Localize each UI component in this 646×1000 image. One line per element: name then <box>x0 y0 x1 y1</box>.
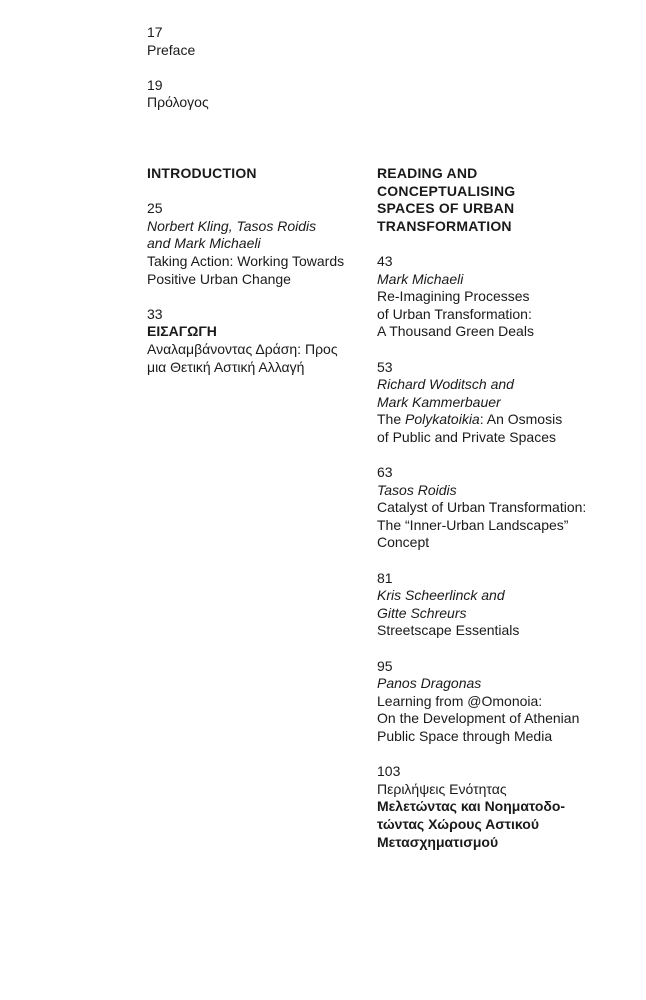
entry-title: of Urban Transformation: <box>377 305 532 322</box>
entry-authors: Tasos Roidis <box>377 481 457 498</box>
title-prefix: The <box>377 411 406 428</box>
toc-entry-prologos <box>147 77 347 112</box>
entry-title: τώντας Χώρους Αστικού <box>377 815 539 832</box>
entry-title: Streetscape Essentials <box>377 622 520 639</box>
entry-label: Περιλήψεις Ενότητας <box>377 780 507 797</box>
toc-entry <box>377 253 639 341</box>
entry-authors: Mark Michaeli <box>377 270 464 287</box>
entry-title: μια Θετική Αστική Αλλαγή <box>147 358 305 375</box>
section-heading <box>377 165 639 235</box>
toc-entry <box>377 570 639 640</box>
page-number: 103 <box>377 763 401 780</box>
toc-entry <box>377 359 639 447</box>
page-number: 43 <box>377 252 393 269</box>
entry-title: Μελετώντας και Νοηματοδο- <box>377 798 566 815</box>
entry-title: Concept <box>377 534 430 551</box>
entry-authors: Gitte Schreurs <box>377 604 467 621</box>
entry-authors: Mark Kammerbauer <box>377 393 501 410</box>
entry-title <box>377 411 639 429</box>
page-number: 19 <box>147 76 163 93</box>
toc-entry <box>377 464 639 552</box>
entry-title: Learning from @Omonoia: <box>377 692 543 709</box>
reading-section <box>377 165 639 851</box>
front-matter <box>147 24 347 112</box>
section-heading-line: SPACES OF URBAN <box>377 200 515 217</box>
section-heading-line: READING AND <box>377 165 478 181</box>
toc-entry-preface <box>147 24 347 59</box>
introduction-section <box>147 165 362 376</box>
entry-authors: Kris Scheerlinck and <box>377 587 505 604</box>
entry-authors: and Mark Michaeli <box>147 235 261 252</box>
entry-title: A Thousand Green Deals <box>377 323 534 340</box>
entry-title: Re-Imagining Processes <box>377 288 530 305</box>
toc-entry <box>147 200 362 288</box>
page-number: 17 <box>147 24 163 40</box>
entry-title: Μετασχηματισμού <box>377 833 499 850</box>
entry-title: Αναλαμβάνοντας Δράση: Προς <box>147 340 338 357</box>
entry-title: of Public and Private Spaces <box>377 428 556 445</box>
page-number: 95 <box>377 657 393 674</box>
page-number: 33 <box>147 305 163 322</box>
entry-title: Preface <box>147 41 196 58</box>
entry-title: Πρόλογος <box>147 94 209 111</box>
section-heading-line: CONCEPTUALISING <box>377 182 516 199</box>
section-heading: INTRODUCTION <box>147 165 257 181</box>
page-number: 25 <box>147 200 163 217</box>
page-number: 81 <box>377 569 393 586</box>
entry-title: Public Space through Media <box>377 728 553 744</box>
entry-title: On the Development of Athenian <box>377 710 580 727</box>
greek-section-heading: ΕΙΣΑΓΩΓΗ <box>147 323 217 340</box>
entry-authors: Norbert Kling, Tasos Roidis <box>147 217 317 234</box>
entry-title: The “Inner-Urban Landscapes” <box>377 516 569 533</box>
entry-title: Positive Urban Change <box>147 270 291 287</box>
page-number: 63 <box>377 464 393 481</box>
title-italic: Polykatoikia <box>405 411 480 428</box>
entry-title: Catalyst of Urban Transformation: <box>377 499 587 516</box>
toc-entry <box>377 763 639 851</box>
entry-authors: Richard Woditsch and <box>377 376 514 393</box>
entry-authors: Panos Dragonas <box>377 675 482 692</box>
entry-title: Taking Action: Working Towards <box>147 252 345 269</box>
toc-entry <box>377 658 639 746</box>
page-number: 53 <box>377 358 393 375</box>
toc-entry <box>147 306 362 376</box>
section-heading-line: TRANSFORMATION <box>377 217 512 234</box>
title-suffix: : An Osmosis <box>479 411 563 428</box>
